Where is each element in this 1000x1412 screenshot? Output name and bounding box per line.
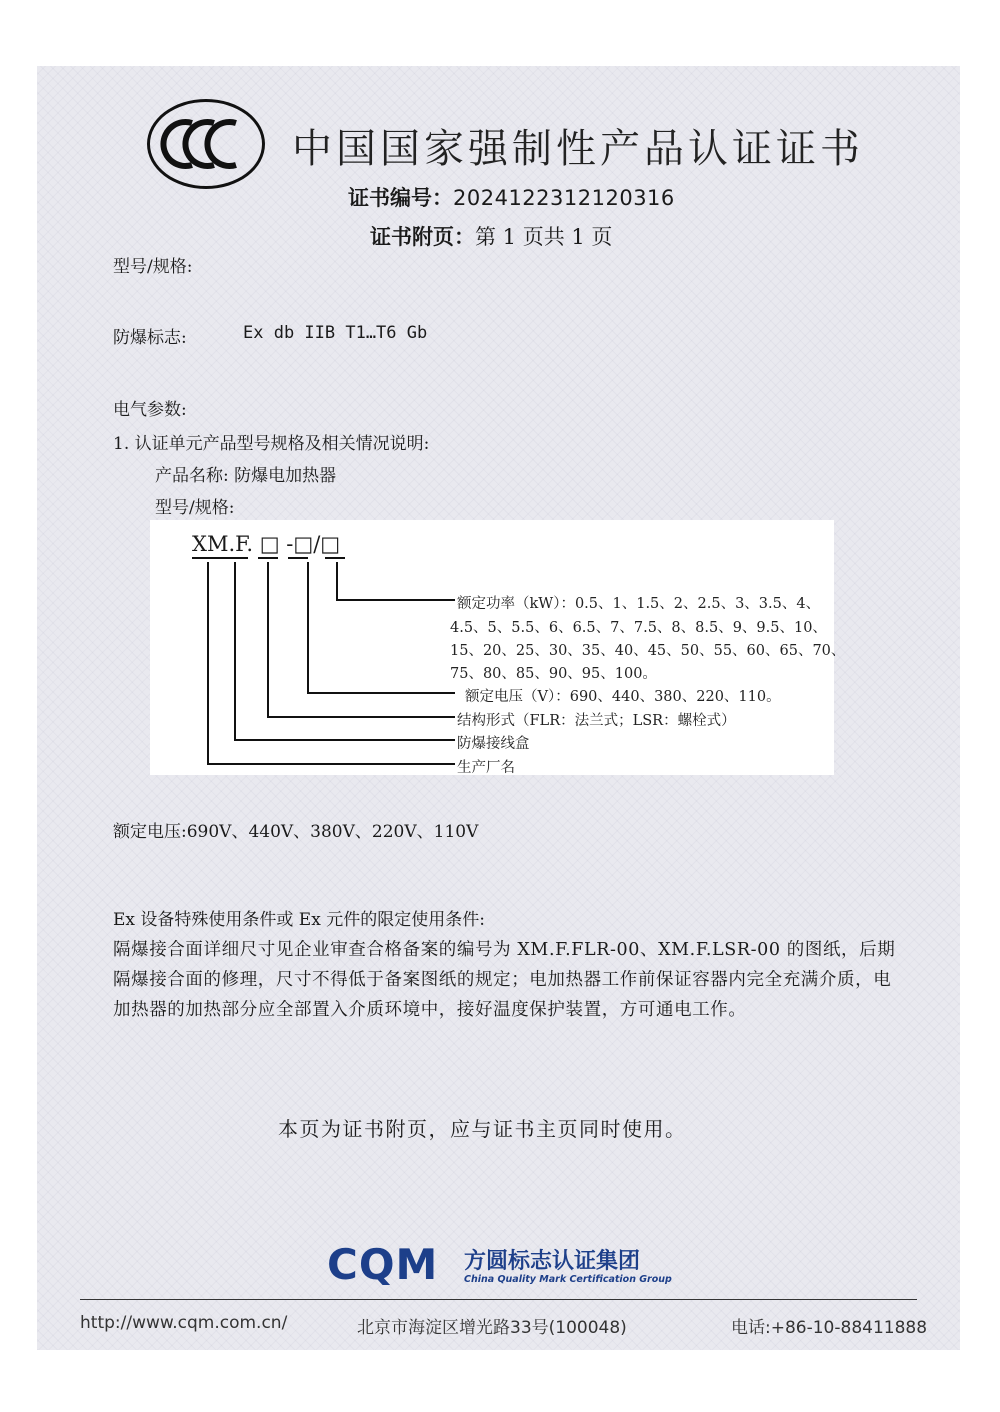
manufacturer-name: 生产厂名 [457,760,515,776]
ccc-logo [147,99,265,189]
cert-no-value: 2024122312120316 [453,186,675,210]
rated-power-line-4: 75、80、85、90、95、100。 [450,666,657,682]
certificate-attachment-page [370,221,612,251]
item-1: 1. 认证单元产品型号规格及相关情况说明: [113,434,430,454]
conditions-text: 隔爆接合面详细尺寸见企业审查合格备案的编号为 XM.F.FLR-00、XM.F.LSR-00 的图纸，后期隔爆接合面的修理，尺寸不得低于备案图纸的规定；电加热器工作前保证容器内完全充满介质，电加热器的加热部分应全部置入介质环境中，接好温度保护装置，方可通电工作。 [113,940,896,1020]
model-spec-label: 型号/规格: [113,257,193,277]
rated-voltage-option: 额定电压（V）：690、440、380、220、110。 [465,689,781,705]
junction-box: 防爆接线盒 [457,736,530,752]
ccc-mark-icon [154,109,258,179]
footer-divider [80,1299,917,1300]
rated-power-line-2: 4.5、5、5.5、6、6.5、7、7.5、8、8.5、9、9.5、10、 [450,620,827,636]
cqm-logo: CQM [327,1240,439,1289]
structure-form: 结构形式（FLR：法兰式；LSR：螺栓式） [457,713,736,729]
model-spec-label-2: 型号/规格: [155,498,235,518]
model-code-diagram [150,520,846,776]
electrical-label: 电气参数: [113,400,187,420]
org-name: 方圆标志认证集团 [464,1249,641,1274]
explosion-value: Ex db IIB T1…T6 Gb [243,323,428,343]
rated-power-line-1: 额定功率（kW）：0.5、1、1.5、2、2.5、3、3.5、4、 [457,596,821,612]
org-name-english: China Quality Mark Certification Group [464,1274,672,1285]
model-code: XM.F. □ -□/□ [192,532,341,556]
explosion-label: 防爆标志: [113,328,187,348]
rated-power-line-3: 15、20、25、30、35、40、45、50、55、60、65、70、 [450,643,846,659]
attachment-note: 本页为证书附页，应与证书主页同时使用。 [278,1117,687,1141]
attach-value: 第 1 页共 1 页 [475,225,613,249]
rated-voltage: 额定电压:690V、440V、380V、220V、110V [113,822,479,842]
attach-label: 证书附页： [370,224,475,249]
product-name: 产品名称: 防爆电加热器 [155,466,337,486]
cert-no-label: 证书编号： [348,185,453,210]
conditions-title: Ex 设备特殊使用条件或 Ex 元件的限定使用条件: [113,910,485,930]
certificate-number [348,182,675,212]
footer-phone: 电话:+86-10-88411888 [731,1318,928,1338]
footer-address: 北京市海淀区增光路33号(100048) [357,1318,627,1338]
certificate-title: 中国国家强制性产品认证证书 [292,126,864,172]
footer-url[interactable]: http://www.cqm.com.cn/ [80,1313,288,1333]
